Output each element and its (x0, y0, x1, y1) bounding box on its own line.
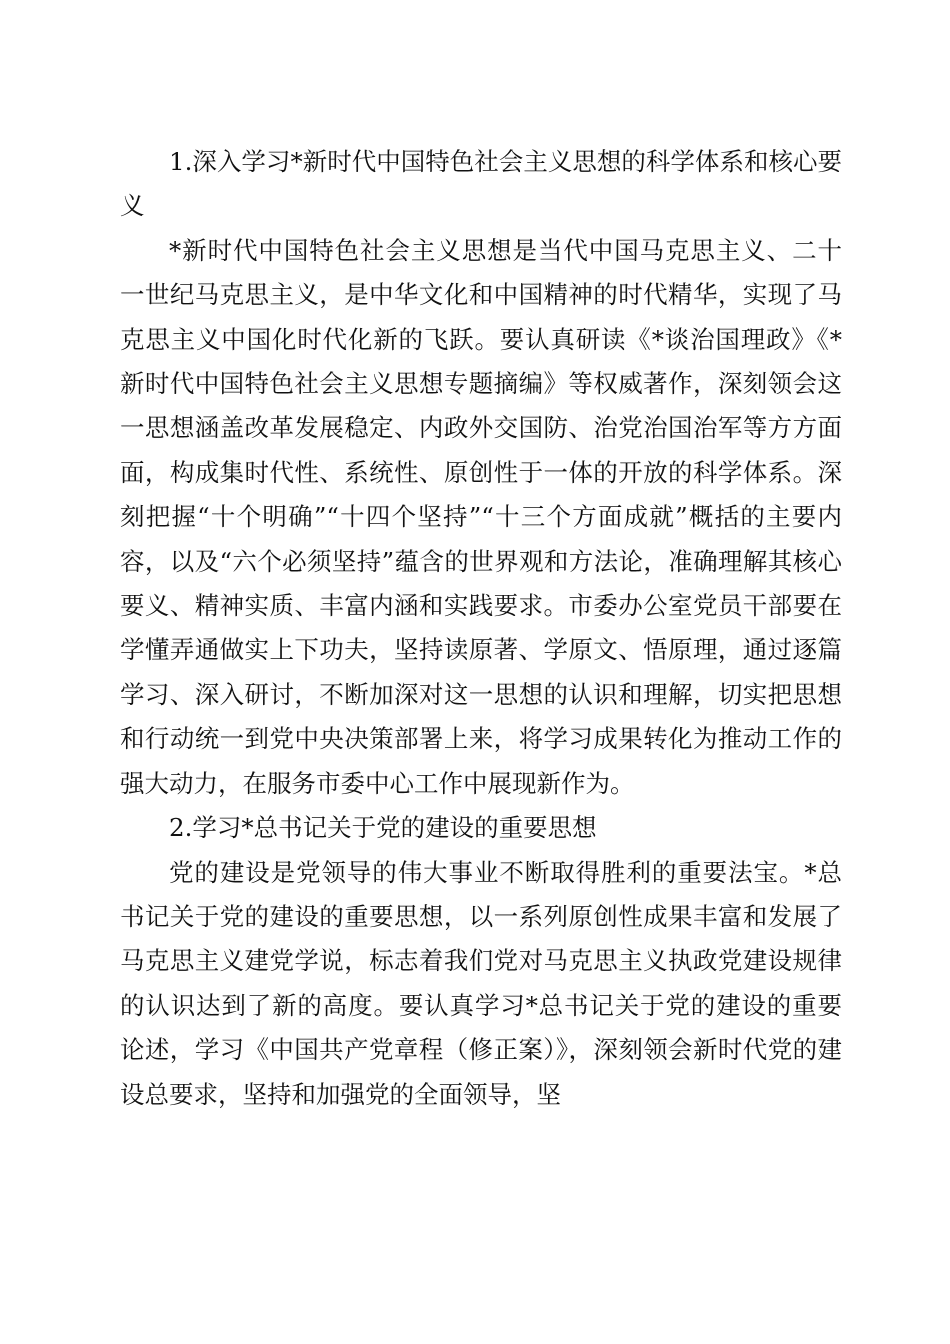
document-body (120, 140, 842, 1117)
section-heading-2: 2.学习*总书记关于党的建设的重要思想 (169, 813, 597, 843)
section-heading-1: 1.深入学习*新时代中国特色社会主义思想的科学体系和核心要义 (120, 147, 842, 221)
body-paragraph-2: 党的建设是党领导的伟大事业不断取得胜利的重要法宝。*总书记关于党的建设的重要思想，以一系列原创性成果丰富和发展了马克思主义建党学说，标志着我们党对马克思主义执政党建设规律的认识达到了新的高度。要认真学习*总书记关于党的建设的重要论述，学习《中国共产党章程（修正案）》，深刻领会新时代党的建设总要求，坚持和加强党的全面领导，坚 (120, 857, 842, 1109)
body-paragraph-1: *新时代中国特色社会主义思想是当代中国马克思主义、二十一世纪马克思主义，是中华文化和中国精神的时代精华，实现了马克思主义中国化时代化新的飞跃。要认真研读《*谈治国理政》《*新时代中国特色社会主义思想专题摘编》等权威著作，深刻领会这一思想涵盖改革发展稳定、内政外交国防、治党治国治军等方方面面，构成集时代性、系统性、原创性于一体的开放的科学体系。深刻把握“十个明确”“十四个坚持”“十三个方面成就”概括的主要内容，以及“六个必须坚持”蕴含的世界观和方法论，准确理解其核心要义、精神实质、丰富内涵和实践要求。市委办公室党员干部要在学懂弄通做实上下功夫，坚持读原著、学原文、悟原理，通过逐篇学习、深入研讨，不断加深对这一思想的认识和理解，切实把思想和行动统一到党中央决策部署上来，将学习成果转化为推动工作的强大动力，在服务市委中心工作中展现新作为。 (120, 235, 842, 798)
